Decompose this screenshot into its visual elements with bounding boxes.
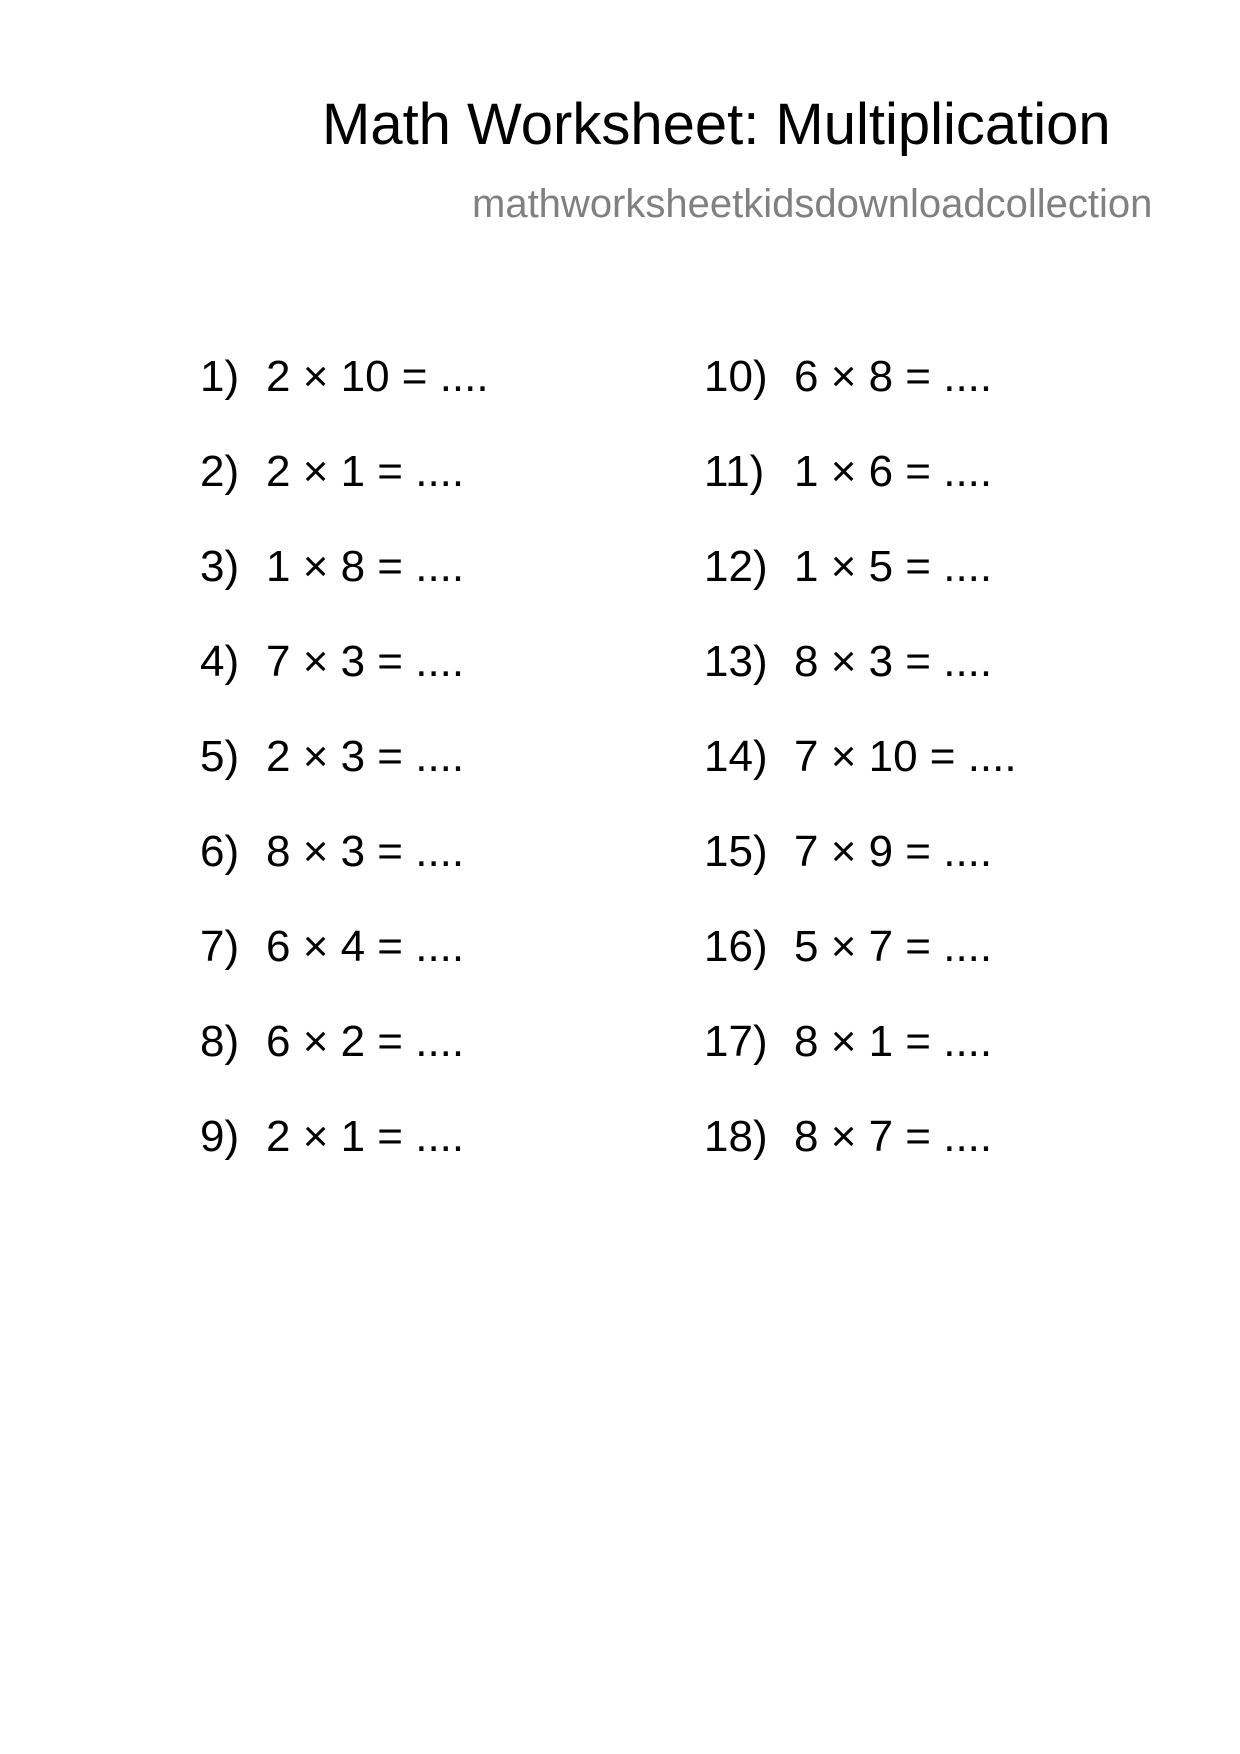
problem-18 bbox=[704, 1112, 1017, 1210]
problem-6 bbox=[200, 827, 489, 925]
problem-number: 5) bbox=[200, 732, 240, 781]
problem-number: 16) bbox=[704, 922, 768, 971]
problem-15 bbox=[704, 827, 1017, 925]
problem-7 bbox=[200, 922, 489, 1020]
problem-2 bbox=[200, 447, 489, 545]
problem-expression: 7 × 9 = .... bbox=[794, 827, 993, 876]
problem-10 bbox=[704, 352, 1017, 450]
problem-expression: 2 × 3 = .... bbox=[266, 732, 465, 781]
problem-expression: 1 × 6 = .... bbox=[794, 447, 993, 496]
problem-16 bbox=[704, 922, 1017, 1020]
problem-1 bbox=[200, 352, 489, 450]
problem-number: 17) bbox=[704, 1017, 768, 1066]
problem-13 bbox=[704, 637, 1017, 735]
problem-number: 15) bbox=[704, 827, 768, 876]
problem-8 bbox=[200, 1017, 489, 1115]
problem-number: 6) bbox=[200, 827, 240, 876]
problem-expression: 8 × 3 = .... bbox=[266, 827, 465, 876]
problem-expression: 6 × 2 = .... bbox=[266, 1017, 465, 1066]
problem-12 bbox=[704, 542, 1017, 640]
problem-number: 12) bbox=[704, 542, 768, 591]
problem-9 bbox=[200, 1112, 489, 1210]
problem-17 bbox=[704, 1017, 1017, 1115]
problem-number: 18) bbox=[704, 1112, 768, 1161]
problem-number: 3) bbox=[200, 542, 240, 591]
problem-expression: 8 × 1 = .... bbox=[794, 1017, 993, 1066]
problem-expression: 5 × 7 = .... bbox=[794, 922, 993, 971]
problem-expression: 2 × 1 = .... bbox=[266, 1112, 465, 1161]
problem-5 bbox=[200, 732, 489, 830]
problem-number: 7) bbox=[200, 922, 240, 971]
problem-number: 2) bbox=[200, 447, 240, 496]
problem-number: 11) bbox=[704, 447, 765, 496]
problem-expression: 1 × 5 = .... bbox=[794, 542, 993, 591]
problem-expression: 7 × 10 = .... bbox=[794, 732, 1017, 781]
problem-expression: 2 × 10 = .... bbox=[266, 352, 489, 401]
problem-expression: 6 × 8 = .... bbox=[794, 352, 993, 401]
problem-number: 14) bbox=[704, 732, 768, 781]
problem-3 bbox=[200, 542, 489, 640]
problem-number: 1) bbox=[200, 352, 240, 401]
problem-expression: 1 × 8 = .... bbox=[266, 542, 465, 591]
problem-number: 4) bbox=[200, 637, 240, 686]
problem-expression: 6 × 4 = .... bbox=[266, 922, 465, 971]
problem-14 bbox=[704, 732, 1017, 830]
worksheet-subtitle: mathworksheetkidsdownloadcollection bbox=[472, 182, 1153, 226]
problem-expression: 7 × 3 = .... bbox=[266, 637, 465, 686]
problem-column-right bbox=[704, 352, 1017, 1210]
problem-column-left bbox=[200, 352, 489, 1210]
problem-number: 10) bbox=[704, 352, 768, 401]
problem-number: 9) bbox=[200, 1112, 240, 1161]
problem-11 bbox=[704, 447, 1017, 545]
problem-4 bbox=[200, 637, 489, 735]
worksheet-title: Math Worksheet: Multiplication bbox=[322, 92, 1111, 157]
problem-expression: 2 × 1 = .... bbox=[266, 447, 465, 496]
problem-number: 13) bbox=[704, 637, 768, 686]
problem-expression: 8 × 3 = .... bbox=[794, 637, 993, 686]
problem-expression: 8 × 7 = .... bbox=[794, 1112, 993, 1161]
problem-number: 8) bbox=[200, 1017, 240, 1066]
